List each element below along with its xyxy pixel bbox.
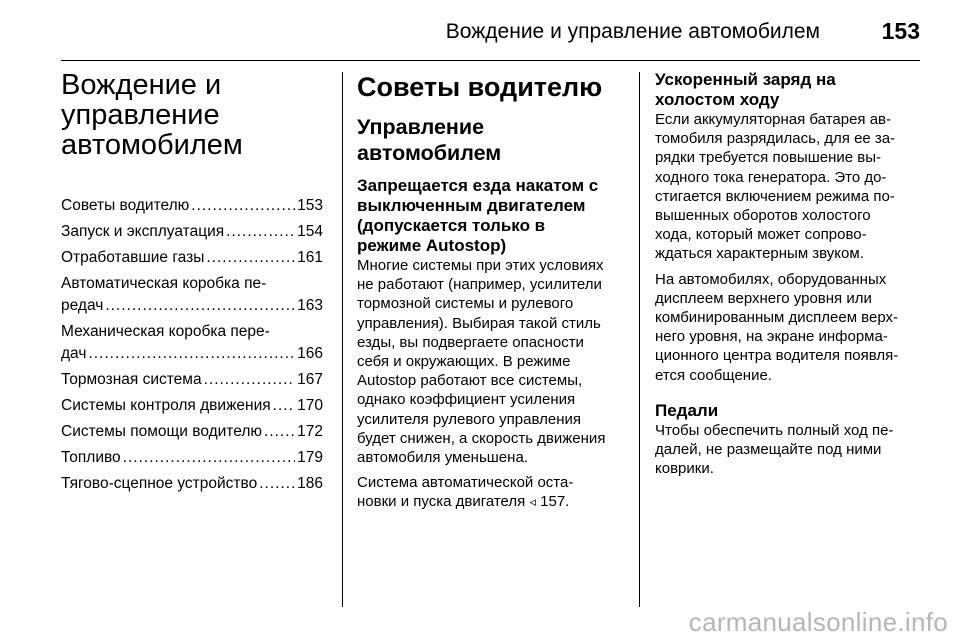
text-line: комбинированным дисплеем верх- [655,309,898,327]
toc-entry[interactable] [61,247,323,269]
table-of-contents [61,195,323,495]
text-line: автомобиля уменьшена. [357,449,528,467]
column-divider-1 [342,72,343,607]
text-line: однако коэффициент усиления [357,391,576,409]
toc-entry-title: Механическая коробка пере- [61,323,270,340]
text-line: ходного тока генератора. Это до- [655,168,887,186]
body-paragraph [655,270,923,385]
right-arrow-reference-icon: ◃ [529,494,536,510]
subsection-title-line: автомобилем [357,141,502,165]
toc-entry-page: 166 [297,345,323,362]
toc-entry-page: 154 [297,223,323,240]
column-divider-2 [639,72,640,607]
toc-entry-page: 172 [297,423,323,440]
toc-entry-title: Отработавшие газы [61,249,205,266]
subsection-title [357,114,625,166]
toc-entry-page: 163 [297,297,323,314]
toc-entry[interactable] [61,321,323,365]
toc-entry-page: 167 [297,371,323,388]
leader-dots [264,421,295,443]
toc-entry[interactable] [61,473,323,495]
text-line: Если аккумуляторная батарея ав- [655,111,892,128]
toc-entry[interactable] [61,447,323,469]
section-title: Советы водителю [357,72,603,102]
toc-entry[interactable] [61,369,323,391]
leader-dots [206,247,295,269]
text-line: тормозной системы и рулевого [357,295,574,313]
text-line: ционного центра водителя появля- [655,347,899,365]
leader-dots [191,195,295,217]
text-line: вышенных оборотов холостого [655,207,871,225]
body-paragraph [357,256,625,467]
toc-entry-title: Автоматическая коробка пе- [61,275,267,292]
toc-entry[interactable] [61,195,323,217]
toc-entry-title-cont: дач [61,345,87,362]
body-paragraph [357,473,625,511]
leader-dots [273,395,295,417]
toc-entry-title: Запуск и эксплуатация [61,223,225,240]
topic-title: Педали [655,400,719,420]
toc-entry[interactable] [61,221,323,243]
leader-dots [123,447,295,469]
toc-entry-page: 170 [297,397,323,414]
toc-entry[interactable] [61,421,323,443]
text-line: Чтобы обеспечить полный ход пе- [655,421,894,439]
leader-dots [204,369,296,391]
text-line: усилителя рулевого управления [357,410,581,428]
chapter-title-line: автомобилем [61,129,243,161]
toc-entry-title: Тормозная система [61,371,202,388]
leader-dots [259,473,295,495]
page-reference[interactable]: 157. [540,493,570,511]
leader-dots [105,295,295,317]
chapter-title-line: Вождение и [61,69,222,101]
text-line: себя и окружающих. В режиме [357,353,571,371]
text-line: Autostop работают все системы, [357,372,583,390]
toc-entry-title: Тягово-сцепное устройство [61,475,258,492]
toc-entry-title: Топливо [61,449,121,466]
subsection-title-line: Управление [357,115,485,139]
toc-entry-page: 179 [297,449,323,466]
text-line: томобиля разрядилась, для ее за- [655,130,896,148]
topic-title [655,70,923,110]
text-line: новки и пуска двигателя [357,493,526,511]
leader-dots [88,343,295,365]
toc-entry-page: 186 [297,475,323,492]
toc-entry-page: 161 [297,249,323,266]
body-paragraph [655,421,923,479]
text-line: будет снижен, а скорость движения [357,429,606,447]
topic-title-line: выключенным двигателем [357,196,586,215]
topic-title-line: Запрещается езда накатом с [357,176,599,195]
middle-column [357,70,625,518]
text-line: На автомобилях, оборудованных [655,270,887,288]
leader-dots [226,221,295,243]
text-line: далей, не размещайте под ними [655,441,882,459]
topic-title-line: (допускается только в [357,216,546,235]
chapter-column [61,70,323,499]
page-number: 153 [881,18,920,44]
text-line: него уровня, на экране информа- [655,328,888,346]
toc-entry[interactable] [61,395,323,417]
watermark: carmanualsonline.info [688,607,948,637]
chapter-title-line: управление [61,99,220,131]
text-line: управления). Выбирая такой стиль [357,314,601,332]
text-line: Система автоматической оста- [357,474,574,492]
header-title: Вождение и управление автомобилем [445,20,820,43]
toc-entry-title: Системы помощи водителю [61,423,263,440]
toc-entry-title: Системы контроля движения [61,397,271,414]
chapter-title [61,70,323,160]
toc-entry-title-cont: редач [61,297,104,314]
topic-title-line: холостом ходу [655,90,780,109]
text-line: коврики. [655,460,714,478]
right-column [655,70,923,484]
toc-entry[interactable] [61,273,323,317]
text-line: дисплеем верхнего уровня или [655,289,872,307]
topic-title-line: режиме Autostop) [357,236,507,255]
toc-entry-title: Советы водителю [61,197,190,214]
body-paragraph [655,110,923,264]
text-line: не работают (например, усилители [357,276,602,294]
text-line: ется сообщение. [655,366,772,384]
text-line: рядки требуется повышение вы- [655,149,881,167]
text-line: Многие системы при этих условиях [357,257,604,274]
text-line: стигается включением режима по- [655,187,895,205]
topic-title-line: Ускоренный заряд на [655,70,836,89]
toc-entry-page: 153 [297,197,323,214]
topic-title [357,176,625,256]
text-line: ждаться характерным звуком. [655,245,864,263]
text-line: езды, вы подвергаете опасности [357,333,584,351]
header-divider [61,60,920,61]
text-line: хода, который может сопрово- [655,226,867,244]
